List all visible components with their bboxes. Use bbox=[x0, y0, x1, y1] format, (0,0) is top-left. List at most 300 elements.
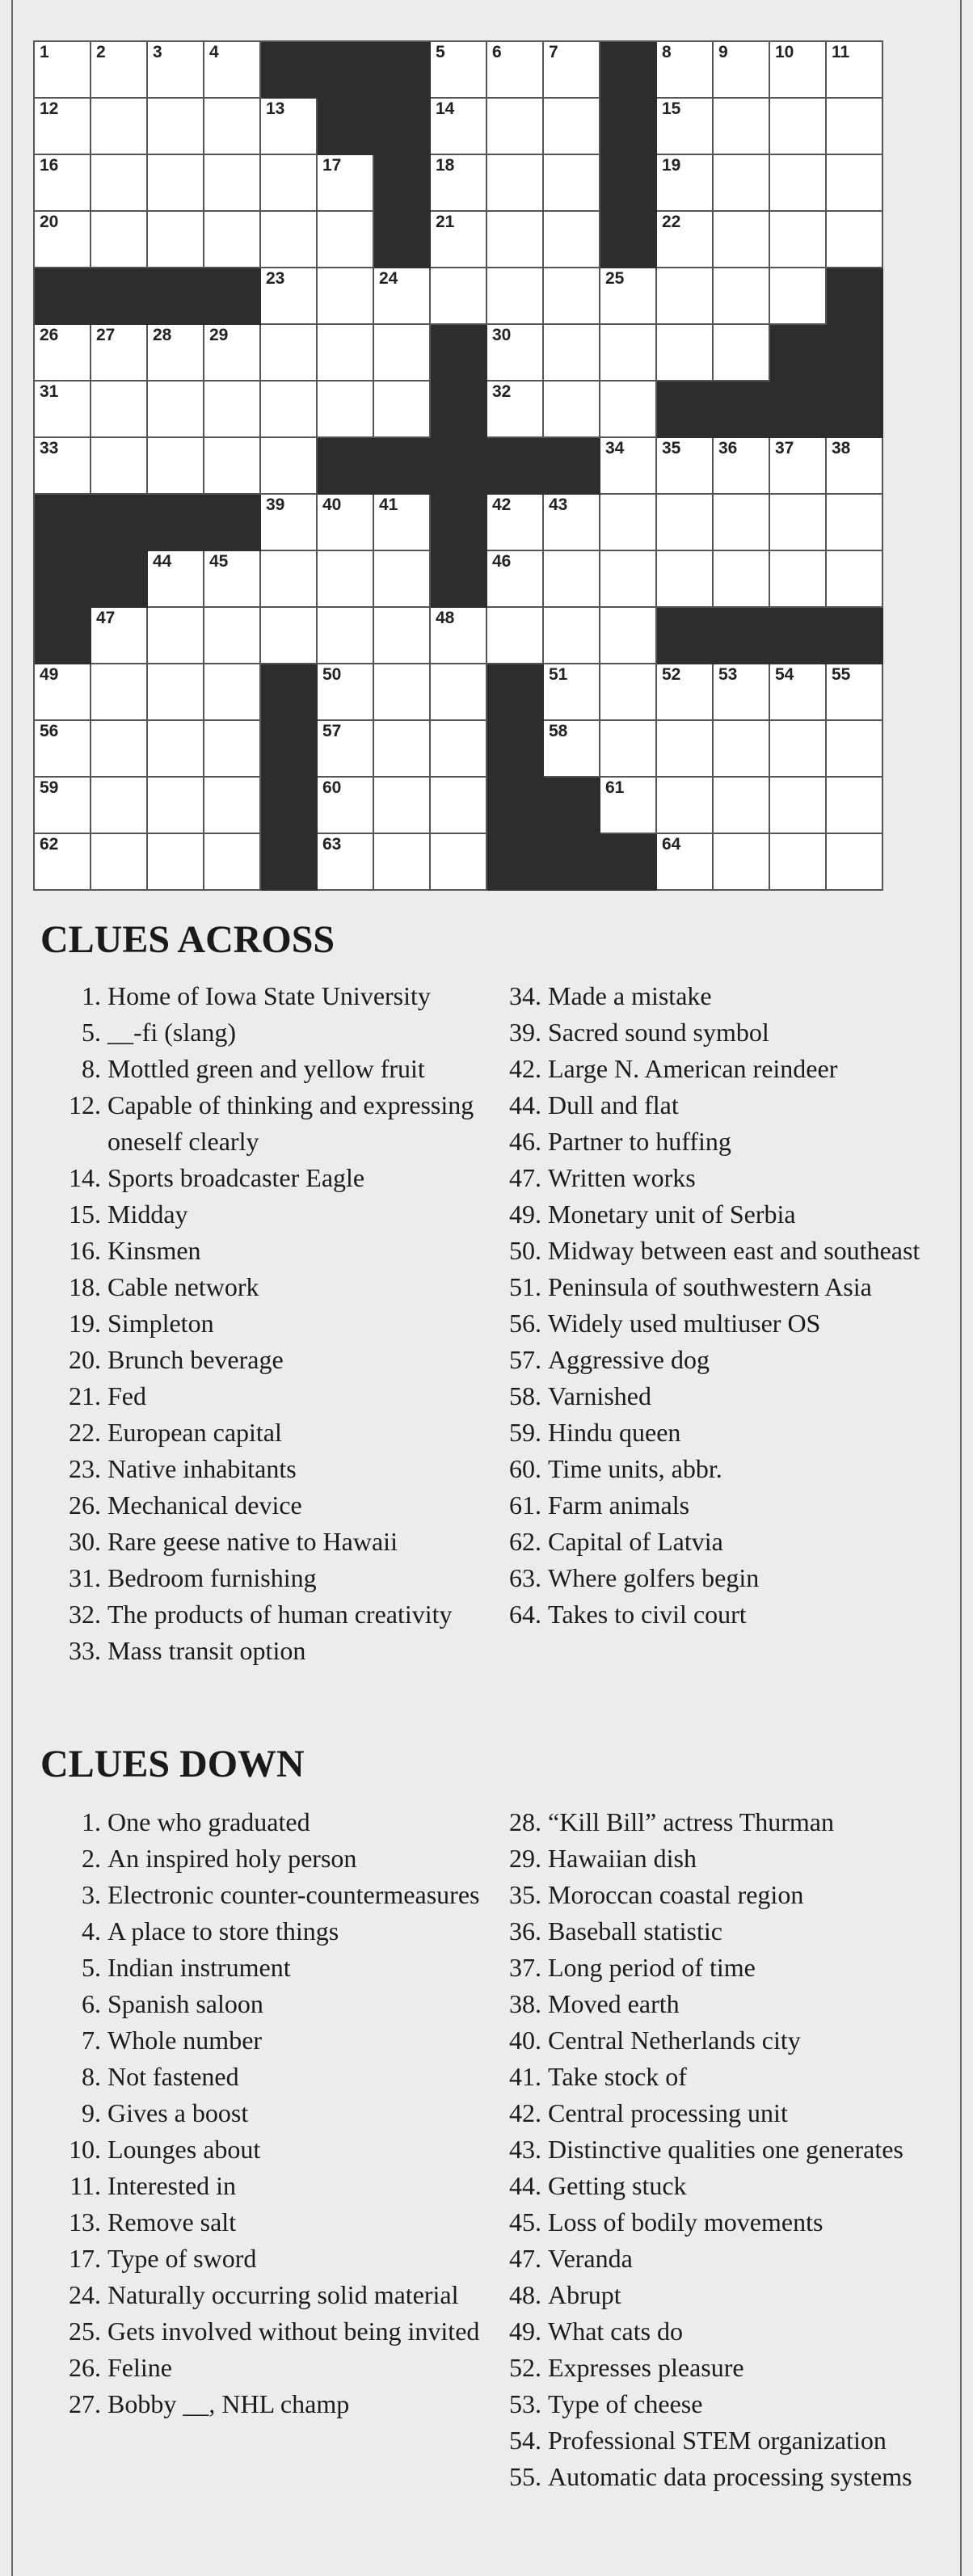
answer-square[interactable] bbox=[487, 42, 544, 99]
answer-square[interactable] bbox=[91, 99, 148, 155]
clue-text: Midway between east and southeast bbox=[548, 1236, 920, 1265]
answer-square[interactable] bbox=[91, 778, 148, 834]
clue-number: 45 bbox=[209, 552, 229, 571]
answer-square[interactable] bbox=[318, 551, 374, 608]
clue-item bbox=[40, 1014, 493, 1051]
answer-square[interactable] bbox=[374, 325, 431, 382]
answer-square[interactable] bbox=[35, 382, 91, 438]
answer-square[interactable] bbox=[657, 325, 714, 382]
clue-text: Hawaiian dish bbox=[548, 1844, 697, 1873]
answer-square[interactable] bbox=[35, 42, 91, 99]
clue-item bbox=[40, 1950, 493, 1986]
answer-square[interactable] bbox=[318, 382, 374, 438]
black-square bbox=[148, 268, 204, 325]
clue-number: 28 bbox=[153, 326, 172, 344]
clue-item bbox=[40, 2168, 493, 2204]
answer-square[interactable] bbox=[827, 721, 883, 778]
black-square bbox=[148, 495, 204, 551]
answer-square[interactable] bbox=[657, 778, 714, 834]
answer-square[interactable] bbox=[431, 42, 487, 99]
answer-square[interactable] bbox=[544, 382, 600, 438]
answer-square[interactable] bbox=[148, 778, 204, 834]
answer-square[interactable] bbox=[487, 325, 544, 382]
answer-square[interactable] bbox=[544, 268, 600, 325]
answer-square[interactable] bbox=[204, 382, 261, 438]
answer-square[interactable] bbox=[770, 778, 827, 834]
clue-item bbox=[485, 2131, 946, 2168]
clue-number: 21 bbox=[436, 213, 455, 231]
answer-square[interactable] bbox=[261, 325, 318, 382]
answer-square[interactable] bbox=[148, 42, 204, 99]
answer-square[interactable] bbox=[148, 834, 204, 891]
answer-square[interactable] bbox=[827, 212, 883, 268]
answer-square[interactable] bbox=[374, 608, 431, 664]
black-square bbox=[544, 834, 600, 891]
answer-square[interactable] bbox=[204, 438, 261, 495]
answer-square[interactable] bbox=[827, 438, 883, 495]
answer-square[interactable] bbox=[657, 495, 714, 551]
answer-square[interactable] bbox=[318, 721, 374, 778]
clue-text: Brunch beverage bbox=[107, 1345, 284, 1374]
clue-label-number: 32. bbox=[69, 1600, 101, 1629]
answer-square[interactable] bbox=[204, 551, 261, 608]
answer-square[interactable] bbox=[770, 268, 827, 325]
answer-square[interactable] bbox=[487, 99, 544, 155]
clue-label-number: 58. bbox=[509, 1381, 541, 1410]
clue-label-number: 59. bbox=[509, 1418, 541, 1447]
answer-square[interactable] bbox=[431, 664, 487, 721]
answer-square[interactable] bbox=[374, 721, 431, 778]
clue-label-number: 30. bbox=[69, 1527, 101, 1556]
clue-item bbox=[40, 1305, 493, 1342]
clue-item bbox=[485, 1913, 946, 1950]
black-square bbox=[431, 382, 487, 438]
answer-square[interactable] bbox=[318, 325, 374, 382]
clue-item bbox=[485, 2059, 946, 2095]
black-square bbox=[657, 382, 714, 438]
clue-number: 2 bbox=[96, 43, 106, 61]
answer-square[interactable] bbox=[318, 778, 374, 834]
answer-square[interactable] bbox=[827, 551, 883, 608]
answer-square[interactable] bbox=[657, 834, 714, 891]
answer-square[interactable] bbox=[770, 551, 827, 608]
clue-item bbox=[485, 1877, 946, 1913]
answer-square[interactable] bbox=[204, 212, 261, 268]
black-square bbox=[374, 438, 431, 495]
answer-square[interactable] bbox=[148, 608, 204, 664]
answer-square[interactable] bbox=[318, 155, 374, 212]
clue-item bbox=[485, 1196, 946, 1233]
answer-square[interactable] bbox=[487, 155, 544, 212]
clue-item bbox=[485, 1160, 946, 1196]
answer-square[interactable] bbox=[827, 778, 883, 834]
answer-square[interactable] bbox=[261, 99, 318, 155]
answer-square[interactable] bbox=[204, 99, 261, 155]
answer-square[interactable] bbox=[91, 721, 148, 778]
clue-text: Kinsmen bbox=[107, 1236, 201, 1265]
answer-square[interactable] bbox=[770, 834, 827, 891]
clue-number: 41 bbox=[379, 495, 398, 514]
answer-square[interactable] bbox=[600, 382, 657, 438]
clue-item bbox=[485, 1986, 946, 2022]
clue-label-number: 2. bbox=[82, 1844, 101, 1873]
answer-square[interactable] bbox=[600, 268, 657, 325]
answer-square[interactable] bbox=[148, 155, 204, 212]
answer-square[interactable] bbox=[544, 495, 600, 551]
answer-square[interactable] bbox=[657, 42, 714, 99]
clue-label-number: 36. bbox=[509, 1916, 541, 1946]
clue-label-number: 20. bbox=[69, 1345, 101, 1374]
clue-text: Distinctive qualities one generates bbox=[548, 2135, 904, 2164]
clue-item bbox=[40, 2350, 493, 2386]
answer-square[interactable] bbox=[714, 325, 770, 382]
answer-square[interactable] bbox=[35, 778, 91, 834]
answer-square[interactable] bbox=[714, 438, 770, 495]
clue-number: 34 bbox=[605, 439, 625, 457]
answer-square[interactable] bbox=[657, 551, 714, 608]
answer-square[interactable] bbox=[91, 382, 148, 438]
clue-item bbox=[485, 2241, 946, 2277]
clue-text: Written works bbox=[548, 1163, 696, 1192]
answer-square[interactable] bbox=[431, 155, 487, 212]
answer-square[interactable] bbox=[35, 721, 91, 778]
answer-square[interactable] bbox=[35, 325, 91, 382]
clue-label-number: 44. bbox=[509, 1090, 541, 1119]
clue-number: 50 bbox=[322, 665, 342, 684]
answer-square[interactable] bbox=[600, 495, 657, 551]
answer-square[interactable] bbox=[374, 495, 431, 551]
clue-item bbox=[485, 1524, 946, 1560]
black-square bbox=[318, 438, 374, 495]
clue-text: Monetary unit of Serbia bbox=[548, 1199, 796, 1229]
black-square bbox=[827, 268, 883, 325]
clue-item bbox=[40, 2131, 493, 2168]
answer-square[interactable] bbox=[657, 438, 714, 495]
answer-square[interactable] bbox=[714, 155, 770, 212]
answer-square[interactable] bbox=[318, 212, 374, 268]
answer-square[interactable] bbox=[600, 438, 657, 495]
clue-item bbox=[485, 1840, 946, 1877]
answer-square[interactable] bbox=[204, 664, 261, 721]
answer-square[interactable] bbox=[487, 495, 544, 551]
answer-square[interactable] bbox=[318, 834, 374, 891]
clue-text: Getting stuck bbox=[548, 2171, 687, 2200]
clue-number: 10 bbox=[775, 43, 794, 61]
answer-square[interactable] bbox=[148, 212, 204, 268]
clue-label-number: 54. bbox=[509, 2426, 541, 2455]
answer-square[interactable] bbox=[431, 608, 487, 664]
answer-square[interactable] bbox=[91, 155, 148, 212]
clue-text: Not fastened bbox=[107, 2062, 239, 2091]
answer-square[interactable] bbox=[657, 99, 714, 155]
answer-square[interactable] bbox=[600, 325, 657, 382]
answer-square[interactable] bbox=[827, 42, 883, 99]
answer-square[interactable] bbox=[91, 664, 148, 721]
clue-number: 48 bbox=[436, 609, 455, 627]
clue-number: 9 bbox=[718, 43, 728, 61]
black-square bbox=[204, 268, 261, 325]
answer-square[interactable] bbox=[261, 438, 318, 495]
answer-square[interactable] bbox=[431, 99, 487, 155]
clue-item bbox=[485, 1451, 946, 1487]
black-square bbox=[487, 721, 544, 778]
answer-square[interactable] bbox=[261, 382, 318, 438]
answer-square[interactable] bbox=[261, 551, 318, 608]
down-clues-right-column bbox=[485, 1804, 946, 2495]
answer-square[interactable] bbox=[204, 325, 261, 382]
answer-square[interactable] bbox=[714, 212, 770, 268]
clue-label-number: 47. bbox=[509, 1163, 541, 1192]
answer-square[interactable] bbox=[318, 268, 374, 325]
answer-square[interactable] bbox=[827, 834, 883, 891]
clue-number: 14 bbox=[436, 99, 455, 118]
answer-square[interactable] bbox=[91, 834, 148, 891]
clue-item bbox=[40, 1633, 493, 1669]
answer-square[interactable] bbox=[35, 212, 91, 268]
answer-square[interactable] bbox=[714, 664, 770, 721]
clue-number: 8 bbox=[662, 43, 672, 61]
answer-square[interactable] bbox=[487, 212, 544, 268]
answer-square[interactable] bbox=[261, 608, 318, 664]
clue-label-number: 25. bbox=[69, 2317, 101, 2346]
black-square bbox=[714, 608, 770, 664]
answer-square[interactable] bbox=[91, 608, 148, 664]
answer-square[interactable] bbox=[827, 664, 883, 721]
clue-item bbox=[485, 2350, 946, 2386]
clue-number: 11 bbox=[832, 43, 850, 61]
black-square bbox=[487, 778, 544, 834]
clue-number: 53 bbox=[718, 665, 738, 684]
black-square bbox=[374, 155, 431, 212]
clue-text: Professional STEM organization bbox=[548, 2426, 887, 2455]
black-square bbox=[544, 778, 600, 834]
answer-square[interactable] bbox=[204, 608, 261, 664]
clue-number: 27 bbox=[96, 326, 116, 344]
clue-label-number: 3. bbox=[82, 1880, 101, 1909]
clue-item bbox=[485, 2095, 946, 2131]
clue-number: 58 bbox=[549, 722, 568, 740]
answer-square[interactable] bbox=[35, 834, 91, 891]
clue-number: 36 bbox=[718, 439, 738, 457]
clue-label-number: 27. bbox=[69, 2389, 101, 2418]
answer-square[interactable] bbox=[261, 268, 318, 325]
answer-square[interactable] bbox=[544, 664, 600, 721]
answer-square[interactable] bbox=[657, 212, 714, 268]
clue-label-number: 7. bbox=[82, 2026, 101, 2055]
answer-square[interactable] bbox=[318, 608, 374, 664]
clue-text: “Kill Bill” actress Thurman bbox=[548, 1807, 834, 1836]
answer-square[interactable] bbox=[714, 834, 770, 891]
clue-number: 31 bbox=[40, 382, 59, 401]
answer-square[interactable] bbox=[148, 382, 204, 438]
clue-text: Naturally occurring solid material bbox=[107, 2280, 459, 2309]
clue-text: Partner to huffing bbox=[548, 1127, 731, 1156]
clue-text: Fed bbox=[107, 1381, 146, 1410]
answer-square[interactable] bbox=[770, 42, 827, 99]
black-square bbox=[544, 438, 600, 495]
answer-square[interactable] bbox=[318, 664, 374, 721]
black-square bbox=[770, 382, 827, 438]
answer-square[interactable] bbox=[35, 99, 91, 155]
answer-square[interactable] bbox=[714, 721, 770, 778]
clue-number: 17 bbox=[322, 156, 342, 175]
clue-number: 35 bbox=[662, 439, 681, 457]
answer-square[interactable] bbox=[770, 212, 827, 268]
answer-square[interactable] bbox=[544, 325, 600, 382]
answer-square[interactable] bbox=[544, 212, 600, 268]
clue-text: Central processing unit bbox=[548, 2098, 788, 2127]
answer-square[interactable] bbox=[600, 608, 657, 664]
answer-square[interactable] bbox=[770, 438, 827, 495]
answer-square[interactable] bbox=[35, 664, 91, 721]
black-square bbox=[431, 438, 487, 495]
clue-text: Electronic counter-countermeasures bbox=[107, 1880, 480, 1909]
answer-square[interactable] bbox=[657, 268, 714, 325]
answer-square[interactable] bbox=[657, 721, 714, 778]
answer-square[interactable] bbox=[204, 42, 261, 99]
clue-text: Spanish saloon bbox=[107, 1989, 263, 2018]
black-square bbox=[318, 42, 374, 99]
clue-number: 7 bbox=[549, 43, 558, 61]
answer-square[interactable] bbox=[544, 155, 600, 212]
clue-label-number: 45. bbox=[509, 2207, 541, 2237]
answer-square[interactable] bbox=[204, 155, 261, 212]
black-square bbox=[35, 608, 91, 664]
answer-square[interactable] bbox=[35, 438, 91, 495]
black-square bbox=[431, 325, 487, 382]
answer-square[interactable] bbox=[487, 382, 544, 438]
clue-label-number: 37. bbox=[509, 1953, 541, 1982]
answer-square[interactable] bbox=[600, 551, 657, 608]
answer-square[interactable] bbox=[148, 664, 204, 721]
answer-square[interactable] bbox=[770, 664, 827, 721]
answer-square[interactable] bbox=[487, 268, 544, 325]
answer-square[interactable] bbox=[318, 495, 374, 551]
answer-square[interactable] bbox=[91, 42, 148, 99]
answer-square[interactable] bbox=[148, 99, 204, 155]
answer-square[interactable] bbox=[600, 778, 657, 834]
clue-text: Capital of Latvia bbox=[548, 1527, 723, 1556]
answer-square[interactable] bbox=[374, 834, 431, 891]
answer-square[interactable] bbox=[374, 778, 431, 834]
answer-square[interactable] bbox=[204, 834, 261, 891]
answer-square[interactable] bbox=[600, 721, 657, 778]
answer-square[interactable] bbox=[148, 438, 204, 495]
answer-square[interactable] bbox=[714, 495, 770, 551]
answer-square[interactable] bbox=[35, 155, 91, 212]
clue-text: Type of sword bbox=[107, 2244, 257, 2273]
clue-item bbox=[485, 1378, 946, 1414]
clue-number: 54 bbox=[775, 665, 794, 684]
answer-square[interactable] bbox=[827, 495, 883, 551]
clue-number: 49 bbox=[40, 665, 59, 684]
clue-text: Large N. American reindeer bbox=[548, 1054, 838, 1083]
clue-label-number: 26. bbox=[69, 2353, 101, 2382]
answer-square[interactable] bbox=[374, 268, 431, 325]
clue-item bbox=[485, 2168, 946, 2204]
clue-item bbox=[40, 1233, 493, 1269]
clue-item bbox=[485, 1014, 946, 1051]
clue-label-number: 48. bbox=[509, 2280, 541, 2309]
answer-square[interactable] bbox=[91, 212, 148, 268]
clue-text: Farm animals bbox=[548, 1490, 690, 1520]
answer-square[interactable] bbox=[91, 438, 148, 495]
clue-item bbox=[485, 2422, 946, 2459]
answer-square[interactable] bbox=[770, 155, 827, 212]
answer-square[interactable] bbox=[714, 268, 770, 325]
answer-square[interactable] bbox=[374, 664, 431, 721]
clue-label-number: 17. bbox=[69, 2244, 101, 2273]
answer-square[interactable] bbox=[827, 155, 883, 212]
black-square bbox=[261, 664, 318, 721]
clue-text: Home of Iowa State University bbox=[107, 981, 431, 1010]
answer-square[interactable] bbox=[261, 212, 318, 268]
answer-square[interactable] bbox=[148, 721, 204, 778]
clue-text: Sacred sound symbol bbox=[548, 1018, 769, 1047]
answer-square[interactable] bbox=[431, 778, 487, 834]
clue-text: Peninsula of southwestern Asia bbox=[548, 1272, 872, 1301]
answer-square[interactable] bbox=[431, 721, 487, 778]
answer-square[interactable] bbox=[544, 99, 600, 155]
clue-item bbox=[485, 1051, 946, 1087]
answer-square[interactable] bbox=[204, 778, 261, 834]
answer-square[interactable] bbox=[431, 268, 487, 325]
clue-label-number: 38. bbox=[509, 1989, 541, 2018]
answer-square[interactable] bbox=[148, 551, 204, 608]
answer-square[interactable] bbox=[91, 325, 148, 382]
answer-square[interactable] bbox=[261, 155, 318, 212]
answer-square[interactable] bbox=[148, 325, 204, 382]
answer-square[interactable] bbox=[600, 664, 657, 721]
clue-item bbox=[485, 1087, 946, 1124]
answer-square[interactable] bbox=[657, 155, 714, 212]
clue-text: Feline bbox=[107, 2353, 172, 2382]
answer-square[interactable] bbox=[770, 721, 827, 778]
answer-square[interactable] bbox=[544, 608, 600, 664]
answer-square[interactable] bbox=[374, 551, 431, 608]
answer-square[interactable] bbox=[544, 551, 600, 608]
answer-square[interactable] bbox=[204, 721, 261, 778]
clue-number: 16 bbox=[40, 156, 59, 175]
answer-square[interactable] bbox=[487, 608, 544, 664]
answer-square[interactable] bbox=[544, 42, 600, 99]
answer-square[interactable] bbox=[714, 551, 770, 608]
answer-square[interactable] bbox=[827, 99, 883, 155]
clue-number: 57 bbox=[322, 722, 342, 740]
clue-label-number: 11. bbox=[70, 2171, 101, 2200]
clue-number: 5 bbox=[436, 43, 445, 61]
answer-square[interactable] bbox=[770, 495, 827, 551]
clue-text: Mass transit option bbox=[107, 1636, 306, 1665]
answer-square[interactable] bbox=[714, 42, 770, 99]
answer-square[interactable] bbox=[714, 778, 770, 834]
clue-number: 23 bbox=[266, 269, 285, 288]
answer-square[interactable] bbox=[374, 382, 431, 438]
answer-square[interactable] bbox=[770, 99, 827, 155]
answer-square[interactable] bbox=[714, 99, 770, 155]
answer-square[interactable] bbox=[431, 834, 487, 891]
black-square bbox=[318, 99, 374, 155]
black-square bbox=[600, 212, 657, 268]
answer-square[interactable] bbox=[657, 664, 714, 721]
answer-square[interactable] bbox=[431, 212, 487, 268]
answer-square[interactable] bbox=[544, 721, 600, 778]
answer-square[interactable] bbox=[261, 495, 318, 551]
clue-label-number: 60. bbox=[509, 1454, 541, 1483]
clue-item bbox=[40, 1451, 493, 1487]
clue-text: Bedroom furnishing bbox=[107, 1563, 317, 1592]
answer-square[interactable] bbox=[487, 551, 544, 608]
